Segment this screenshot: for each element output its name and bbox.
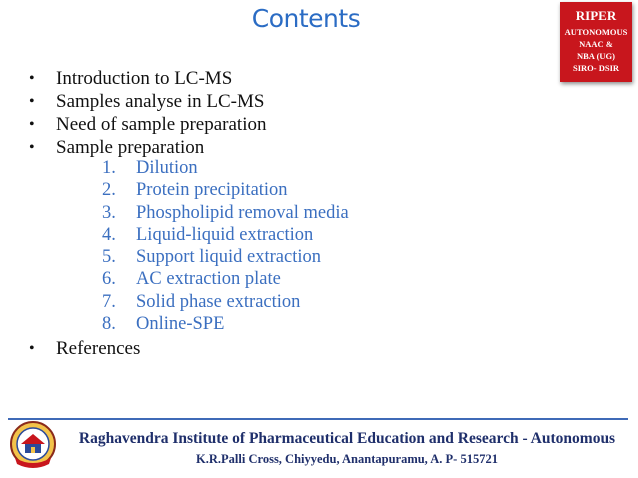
sub-item-text: AC extraction plate [136, 269, 281, 290]
sub-item-text: Online-SPE [136, 314, 225, 335]
sub-list-item [102, 291, 349, 313]
institute-logo-icon [9, 420, 57, 470]
sub-item-text: Protein precipitation [136, 180, 288, 201]
contents-list [24, 67, 349, 360]
sub-item-number: 6. [102, 269, 116, 290]
sub-item-text: Dilution [136, 158, 198, 178]
sub-list-item [102, 179, 349, 201]
list-item [24, 67, 271, 90]
bullet-text: Introduction to LC-MS [56, 68, 233, 89]
badge-line-nba: NBA (UG) [576, 51, 615, 61]
sub-item-number: 5. [102, 247, 116, 268]
badge-name: RIPER [575, 8, 617, 23]
bullet-text: Samples analyse in LC-MS [56, 91, 265, 112]
bullet-icon: • [29, 139, 35, 156]
badge-line-autonomous: AUTONOMOUS [564, 27, 628, 37]
sub-list-item [102, 246, 349, 268]
list-item [24, 136, 271, 159]
riper-badge [560, 2, 632, 82]
footer-institute-name: Raghavendra Institute of Pharmaceutical Education and Research - Autonomous [78, 430, 616, 447]
sample-preparation-sublist [102, 157, 349, 335]
bullet-icon: • [29, 93, 35, 110]
sub-item-text: Solid phase extraction [136, 291, 301, 312]
sub-list-item [102, 313, 349, 335]
bullet-text: References [56, 338, 141, 360]
slide-title: Contents [251, 4, 361, 33]
sub-item-number: 1. [102, 158, 116, 178]
list-item [24, 337, 271, 360]
footer-address: K.R.Palli Cross, Chiyyedu, Anantapuramu, A. P- 515721 [196, 452, 498, 466]
bullet-icon: • [29, 70, 35, 87]
sub-item-number: 3. [102, 202, 116, 223]
sub-item-text: Support liquid extraction [136, 247, 321, 268]
sub-list-container [24, 157, 349, 335]
sub-list-item [102, 202, 349, 224]
sub-item-number: 2. [102, 180, 116, 201]
badge-line-naac: NAAC & [579, 39, 613, 49]
bullet-icon: • [29, 340, 35, 358]
bullet-text: Sample preparation [56, 137, 205, 158]
bullet-text: Need of sample preparation [56, 114, 267, 135]
sub-list-item [102, 157, 349, 179]
sub-list-item [102, 224, 349, 246]
sub-list-item [102, 268, 349, 290]
list-item [24, 90, 271, 113]
badge-line-siro: SIRO- DSIR [572, 63, 620, 73]
bullet-icon: • [29, 116, 35, 133]
sub-item-number: 8. [102, 314, 116, 335]
sub-item-number: 7. [102, 291, 116, 312]
sub-item-text: Liquid-liquid extraction [136, 224, 314, 245]
footer-divider [8, 418, 628, 420]
list-item [24, 113, 271, 136]
sub-item-number: 4. [102, 224, 116, 245]
sub-item-text: Phospholipid removal media [136, 202, 349, 223]
